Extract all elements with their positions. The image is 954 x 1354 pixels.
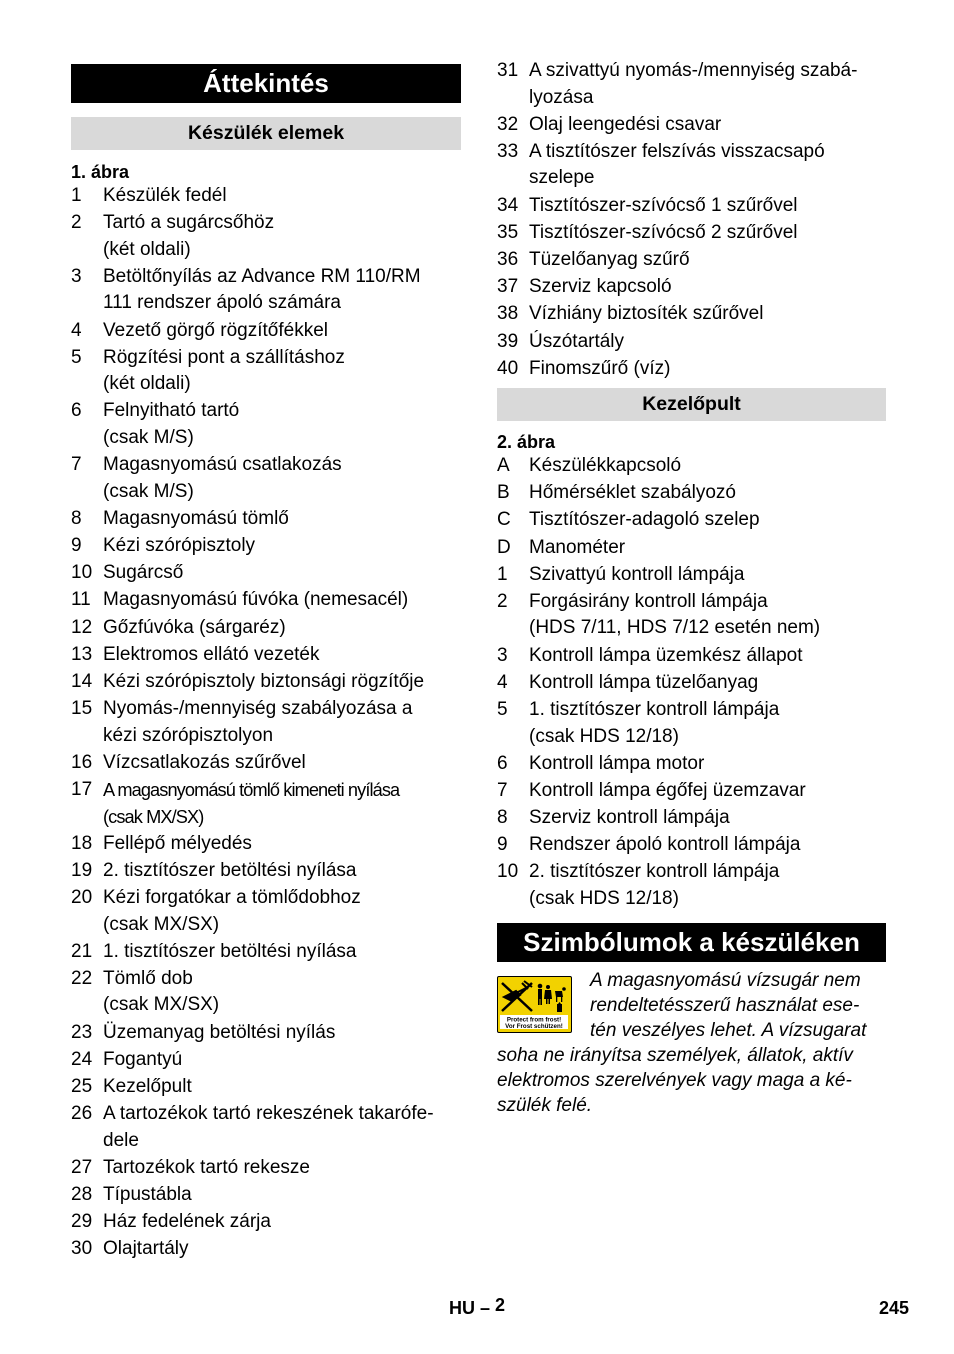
list-item-number: 14 — [71, 670, 93, 692]
list-item-number: 12 — [71, 616, 93, 638]
list-item-text: Sugárcső — [103, 562, 184, 584]
subsection-heading-control-panel: Kezelőpult — [497, 388, 886, 421]
list-item-text: A magasnyomású tömlő kimeneti nyílása — [103, 780, 400, 800]
list-item — [71, 777, 461, 830]
list-item-text: (csak HDS 12/18) — [529, 725, 679, 747]
list-item-text: 2. tisztítószer betöltési nyílása — [103, 859, 357, 881]
list-item-number: 5 — [497, 699, 508, 720]
section-heading-overview: Áttekintés — [71, 64, 461, 103]
list-item — [71, 506, 461, 533]
subsection-heading-device-elements: Készülék elemek — [71, 117, 461, 150]
list-item-number: 25 — [71, 1076, 93, 1097]
list-item-text: (csak M/S) — [103, 426, 194, 448]
list-item-text: Olaj leengedési csavar — [529, 113, 722, 135]
list-item-text: Tartozékok tartó rekesze — [103, 1156, 310, 1178]
list-item-text: Fogantyú — [103, 1048, 183, 1070]
warning-line: A magasnyomású vízsugár nem — [590, 970, 861, 991]
list-item — [497, 562, 886, 589]
footer-language: HU — [449, 1298, 475, 1318]
list-item — [497, 112, 886, 139]
list-item-text: Kezelőpult — [103, 1076, 192, 1097]
figure-label-2: 2. ábra — [497, 432, 556, 452]
list-item — [497, 193, 886, 220]
device-elements-list-continued — [497, 58, 886, 383]
list-item-number: 2 — [497, 590, 508, 612]
list-item-text: (HDS 7/11, HDS 7/12 esetén nem) — [529, 617, 821, 639]
list-item-text: lyozása — [529, 86, 594, 108]
list-item-text: Gőzfúvóka (sárgaréz) — [103, 616, 286, 638]
list-item-number: 9 — [71, 535, 82, 556]
list-item-number: 17 — [71, 779, 93, 800]
list-item — [497, 643, 886, 670]
list-item-number: 13 — [71, 643, 93, 665]
list-item-text: Kontroll lámpa üzemkész állapot — [529, 644, 803, 666]
list-item-text: Rögzítési pont a szállításhoz — [103, 346, 345, 368]
list-item — [497, 247, 886, 274]
list-item — [71, 264, 461, 317]
list-item — [71, 1047, 461, 1074]
warning-line: szülék felé. — [497, 1095, 593, 1116]
list-item — [497, 480, 886, 507]
list-item — [497, 859, 886, 912]
list-item-text: Szerviz kapcsoló — [529, 276, 672, 298]
list-item-text: Tartó a sugárcsőhöz — [103, 212, 275, 234]
list-item-number: 37 — [497, 276, 519, 298]
list-item — [71, 398, 461, 451]
list-item-text: Vízhiány biztosíték szűrővel — [529, 303, 764, 325]
list-item-number: 35 — [497, 221, 519, 243]
list-item-text: (csak MX/SX) — [103, 806, 204, 827]
list-item-text: Vízcsatlakozás szűrővel — [103, 751, 306, 773]
list-item-number: 40 — [497, 357, 519, 379]
list-item — [71, 885, 461, 938]
list-item-number: 4 — [497, 671, 508, 693]
list-item-text: 1. tisztítószer kontroll lámpája — [529, 699, 780, 720]
list-item-text: Úszótartály — [529, 330, 625, 352]
list-item-text: Kézi szórópisztoly biztonsági rögzítője — [103, 670, 425, 692]
list-item — [71, 587, 461, 614]
list-item-number: 23 — [71, 1021, 93, 1043]
list-item-number: 3 — [71, 265, 82, 287]
list-item-number: 22 — [71, 967, 93, 989]
section-heading-symbols: Szimbólumok a készüléken — [497, 923, 886, 962]
list-item-number: 34 — [497, 194, 519, 216]
list-item — [71, 858, 461, 885]
list-item — [497, 220, 886, 247]
list-item-text: Betöltőnyílás az Advance RM 110/RM — [103, 265, 421, 287]
footer-language-page — [449, 1295, 506, 1319]
list-item — [497, 751, 886, 778]
list-item — [71, 1020, 461, 1047]
list-item-number: 33 — [497, 140, 519, 162]
list-item — [71, 533, 461, 560]
list-item-text: Manométer — [529, 536, 626, 558]
list-item-text: Olajtartály — [103, 1238, 189, 1260]
control-panel-list — [497, 453, 886, 913]
list-item-text: Tisztítószer-szívócső 1 szűrővel — [529, 194, 798, 216]
list-item-number: 6 — [71, 400, 82, 422]
list-item-number: 26 — [71, 1103, 93, 1125]
list-item-number: 3 — [497, 644, 508, 666]
list-item-text: Finomszűrő (víz) — [529, 357, 671, 379]
list-item — [497, 535, 886, 562]
list-item-text: szelepe — [529, 167, 595, 189]
list-item-text: Felnyitható tartó — [103, 400, 240, 422]
list-item-text: kézi szórópisztolyon — [103, 724, 274, 746]
list-item-number: 30 — [71, 1238, 93, 1260]
list-item-text: Szerviz kontroll lámpája — [529, 807, 730, 829]
list-item — [71, 1101, 461, 1154]
list-item-text: Kontroll lámpa égőfej üzemzavar — [529, 779, 806, 801]
list-item — [71, 1236, 461, 1263]
list-item-text: (csak HDS 12/18) — [529, 887, 679, 909]
list-item-number: A — [497, 455, 510, 476]
list-item-text: A szivattyú nyomás-/mennyiség szabá- — [529, 60, 858, 81]
list-item-text: Magasnyomású csatlakozás — [103, 454, 342, 476]
list-item-text: (csak MX/SX) — [103, 994, 220, 1016]
list-item — [71, 452, 461, 505]
list-item-number: 36 — [497, 248, 519, 270]
list-item — [71, 939, 461, 966]
list-item — [71, 1074, 461, 1101]
list-item — [497, 453, 886, 480]
list-item-number: D — [497, 536, 511, 558]
list-item-number: 38 — [497, 303, 519, 325]
warning-icon-text: Protect from frost! — [506, 1016, 562, 1024]
list-item-text: Szivattyú kontroll lámpája — [529, 563, 745, 585]
list-item-number: 8 — [497, 807, 508, 829]
list-item — [497, 58, 886, 111]
high-pressure-warning-icon — [497, 976, 572, 1033]
list-item — [497, 832, 886, 859]
list-item-text: Készülékkapcsoló — [529, 455, 682, 476]
list-item-number: 19 — [71, 859, 93, 881]
list-item — [497, 697, 886, 750]
device-elements-list — [71, 183, 461, 1264]
warning-line: elektromos szerelvények vagy maga a ké- — [497, 1070, 852, 1091]
list-item-text: Kontroll lámpa tüzelőanyag — [529, 671, 759, 693]
list-item-text: Rendszer ápoló kontroll lámpája — [529, 834, 801, 856]
list-item — [71, 318, 461, 345]
list-item-text: Kontroll lámpa motor — [529, 752, 705, 774]
footer-dash: – — [480, 1298, 491, 1318]
list-item-number: 28 — [71, 1184, 93, 1206]
list-item — [71, 669, 461, 696]
list-item — [71, 345, 461, 398]
list-item-text: Hőmérséklet szabályozó — [529, 482, 736, 504]
list-item — [71, 831, 461, 858]
list-item-text: Magasnyomású fúvóka (nemesacél) — [103, 589, 409, 611]
list-item-text: A tisztítószer felszívás visszacsapó — [529, 140, 825, 162]
list-item-number: 10 — [71, 562, 93, 584]
list-item-number: 2 — [71, 212, 82, 234]
list-item — [71, 750, 461, 777]
list-item — [497, 329, 886, 356]
list-item-number: 32 — [497, 113, 519, 135]
list-item-number: 39 — [497, 330, 519, 352]
list-item-text: 2. tisztítószer kontroll lámpája — [529, 861, 780, 883]
list-item — [497, 589, 886, 642]
list-item — [71, 966, 461, 1019]
list-item-text: Tüzelőanyag szűrő — [529, 248, 690, 270]
list-item-text: (csak M/S) — [103, 480, 194, 502]
list-item-text: Elektromos ellátó vezeték — [103, 643, 320, 665]
list-item-number: B — [497, 482, 510, 504]
list-item-text: Nyomás-/mennyiség szabályozása a — [103, 698, 413, 720]
list-item-text: Fellépő mélyedés — [103, 832, 252, 854]
list-item-number: 15 — [71, 698, 93, 720]
warning-icon-text: Vor Frost schützen! — [505, 1023, 563, 1030]
list-item-text: Tisztítószer-szívócső 2 szűrővel — [529, 221, 798, 243]
list-item-text: Kézi szórópisztoly — [103, 535, 256, 556]
list-item — [497, 507, 886, 534]
list-item-text: 111 rendszer ápoló számára — [103, 292, 341, 314]
list-item-number: 16 — [71, 751, 93, 773]
list-item-number: 24 — [71, 1048, 93, 1070]
list-item-number: 5 — [71, 346, 82, 368]
list-item — [497, 778, 886, 805]
warning-line: tén veszélyes lehet. A vízsugarat — [590, 1020, 867, 1041]
list-item — [71, 642, 461, 669]
figure-label-1: 1. ábra — [71, 162, 130, 182]
list-item-text: Magasnyomású tömlő — [103, 507, 289, 529]
footer-subpage: 2 — [495, 1295, 506, 1315]
list-item-number: 10 — [497, 861, 519, 883]
list-item — [71, 1182, 461, 1209]
list-item-text: 1. tisztítószer betöltési nyílása — [103, 940, 357, 962]
list-item-number: 9 — [497, 834, 508, 856]
list-item-text: (két oldali) — [103, 238, 191, 260]
list-item-number: 7 — [497, 779, 508, 801]
list-item-text: Tisztítószer-adagoló szelep — [529, 509, 760, 531]
list-item — [497, 670, 886, 697]
list-item-number: 8 — [71, 507, 82, 529]
list-item-number: 11 — [71, 589, 91, 611]
list-item-text: Üzemanyag betöltési nyílás — [103, 1021, 336, 1043]
list-item-text: Készülék fedél — [103, 185, 227, 206]
list-item-text: (csak MX/SX) — [103, 913, 220, 935]
list-item — [71, 1209, 461, 1236]
list-item-text: (két oldali) — [103, 373, 191, 395]
list-item-number: 29 — [71, 1211, 93, 1233]
list-item-number: C — [497, 509, 511, 531]
list-item — [71, 560, 461, 587]
warning-line: soha ne irányítsa személyek, állatok, aktív — [497, 1045, 853, 1066]
list-item-text: Ház fedelének zárja — [103, 1211, 271, 1233]
list-item-text: Forgásirány kontroll lámpája — [529, 590, 768, 612]
list-item — [71, 183, 461, 210]
list-item-number: 20 — [71, 887, 93, 909]
list-item-text: Vezető görgő rögzítőfékkel — [103, 319, 328, 341]
list-item-number: 1 — [71, 185, 82, 206]
list-item — [497, 139, 886, 192]
list-item-number: 18 — [71, 832, 93, 854]
warning-line: rendeltetésszerű használat ese- — [590, 995, 860, 1016]
list-item — [71, 615, 461, 642]
list-item-number: 1 — [497, 563, 508, 585]
list-item — [497, 301, 886, 328]
list-item-number: 31 — [497, 60, 519, 81]
list-item — [497, 274, 886, 301]
list-item-number: 7 — [71, 454, 82, 476]
footer-page-number: 245 — [879, 1298, 910, 1318]
list-item — [497, 356, 886, 383]
list-item-text: Típustábla — [103, 1184, 192, 1206]
list-item-text: A tartozékok tartó rekeszének takarófe- — [103, 1103, 434, 1125]
list-item-number: 4 — [71, 319, 82, 341]
list-item-text: Kézi forgatókar a tömlődobhoz — [103, 887, 361, 909]
list-item-number: 6 — [497, 752, 508, 774]
list-item-text: dele — [103, 1129, 139, 1151]
list-item-text: Tömlő dob — [103, 967, 193, 989]
list-item-number: 21 — [71, 940, 93, 962]
list-item-number: 27 — [71, 1156, 93, 1178]
list-item — [497, 805, 886, 832]
list-item — [71, 210, 461, 263]
list-item — [71, 1155, 461, 1182]
list-item — [71, 696, 461, 749]
